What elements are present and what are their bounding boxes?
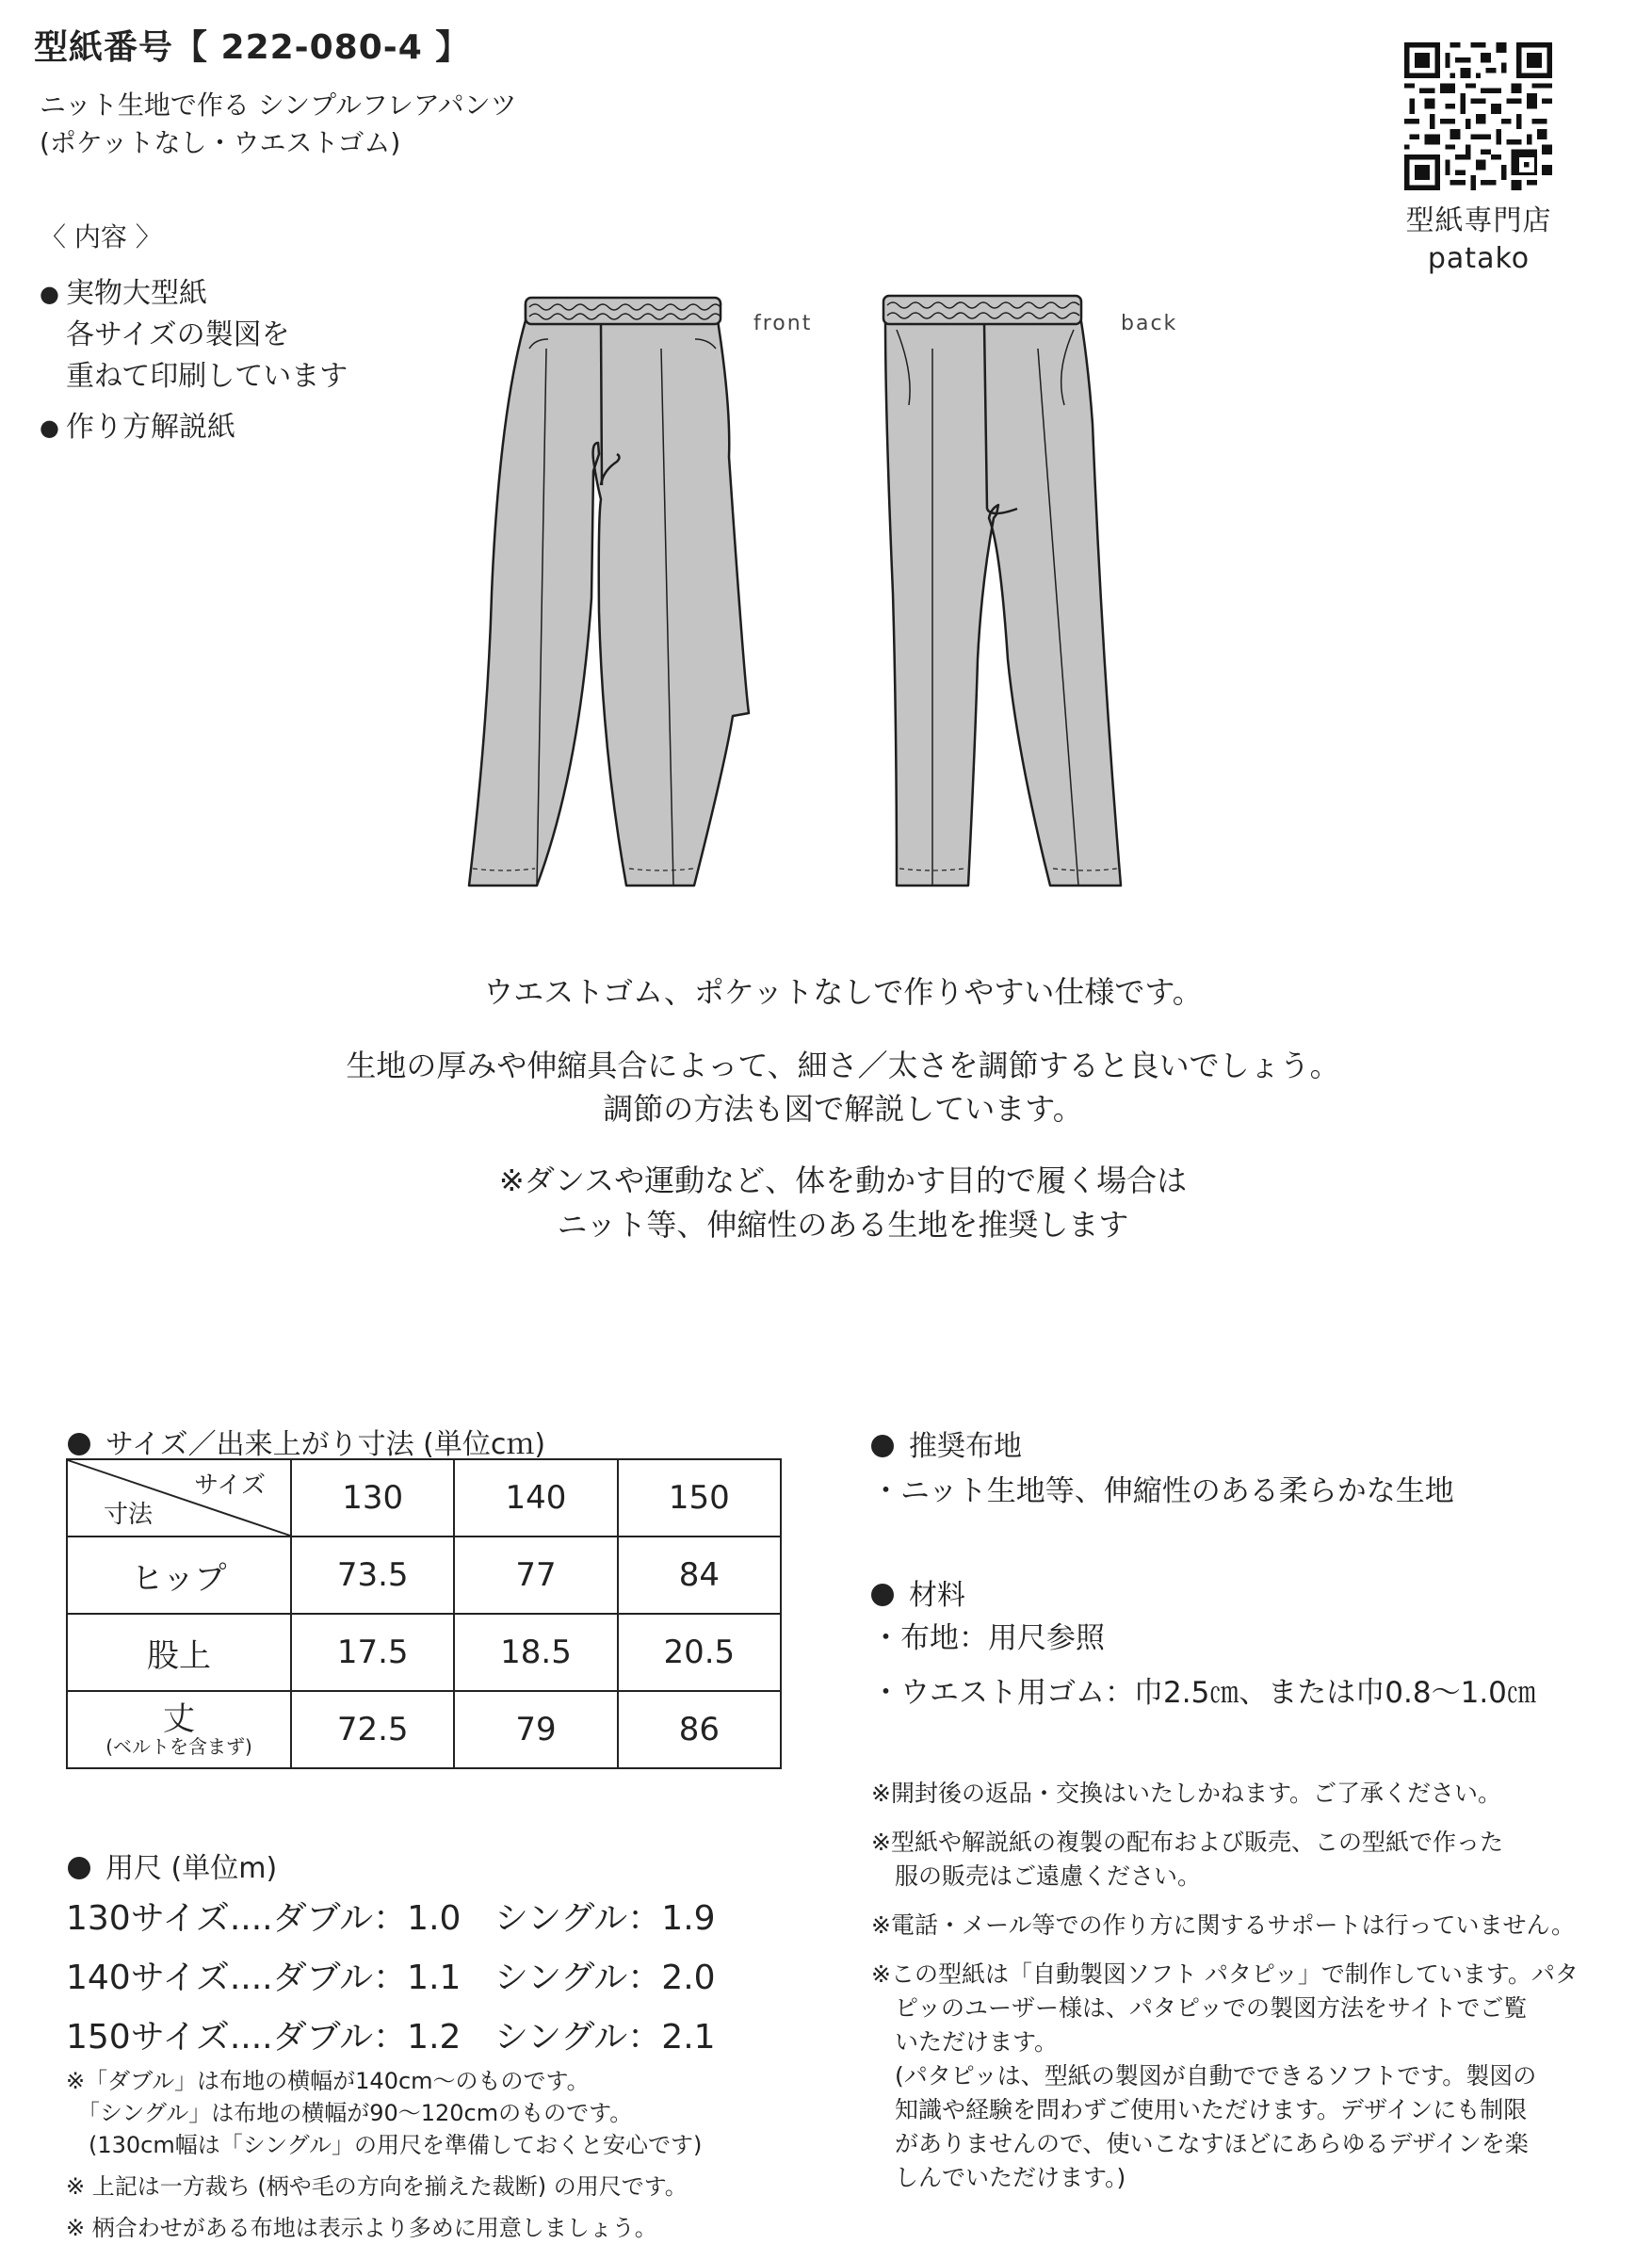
table-cell: 18.5 bbox=[454, 1614, 617, 1691]
materials-heading-text: 材料 bbox=[909, 1579, 965, 1612]
table-cell: 73.5 bbox=[291, 1537, 454, 1614]
yardage-note: ※ 上記は一方裁ち (柄や毛の方向を揃えた裁断) の用尺です。 bbox=[66, 2173, 688, 2200]
table-row bbox=[67, 1614, 781, 1691]
yardage-note: (130cm幅は「シングル」の用尺を準備しておくと安心です) bbox=[66, 2132, 703, 2158]
materials-list bbox=[871, 1611, 1536, 1720]
back-label: back bbox=[1121, 312, 1178, 335]
bullet-icon bbox=[871, 1584, 894, 1606]
description-line-3: 調節の方法も図で解説しています。 bbox=[603, 1091, 1083, 1127]
notice-item: ※電話・メール等での作り方に関するサポートは行っていません。 bbox=[871, 1911, 1575, 1939]
shop-name-en: patako bbox=[1427, 242, 1531, 275]
table-corner-cell bbox=[67, 1459, 291, 1537]
table-cell: 86 bbox=[618, 1691, 781, 1768]
table-cell: 77 bbox=[454, 1537, 617, 1614]
yardage-row bbox=[66, 1948, 716, 2008]
pants-illustration bbox=[462, 283, 1177, 914]
bullet-icon bbox=[68, 1433, 90, 1455]
front-pants-drawing bbox=[469, 298, 749, 886]
size-table bbox=[66, 1458, 782, 1769]
table-cell: 84 bbox=[618, 1537, 781, 1614]
yardage-note: ※ 柄合わせがある布地は表示より多めに用意しましょう。 bbox=[66, 2215, 657, 2241]
fabric-heading-text: 推奨布地 bbox=[909, 1430, 1022, 1463]
yardage-heading-text: 用尺 (単位m) bbox=[105, 1852, 278, 1885]
subtitle-line-1: ニット生地で作る シンプルフレアパンツ bbox=[40, 89, 517, 121]
notice-item: ※型紙や解説紙の複製の配布および販売、この型紙で作った 服の販売はご遠慮ください。 bbox=[871, 1829, 1503, 1890]
description-line-4: ※ダンスや運動など、体を動かす目的で履く場合は bbox=[498, 1163, 1188, 1198]
fabric-heading bbox=[871, 1423, 1022, 1464]
size-table-heading bbox=[68, 1421, 545, 1462]
product-subtitle bbox=[40, 87, 517, 162]
table-cell: 72.5 bbox=[291, 1691, 454, 1768]
yardage-row bbox=[66, 2008, 716, 2067]
size-table-heading-text: サイズ／出来上がり寸法 (単位cｍ) bbox=[105, 1428, 546, 1461]
contents-heading: 〈 内容 〉 bbox=[40, 221, 162, 252]
yardage-note: 「シングル」は布地の横幅が90〜120cmのものです。 bbox=[66, 2100, 633, 2126]
description-line-1: ウエストゴム、ポケットなしで作りやすい仕様です。 bbox=[483, 974, 1203, 1010]
row-header: 股上 bbox=[67, 1614, 291, 1691]
yardage-heading bbox=[68, 1845, 277, 1886]
description-line-5: ニット等、伸縮性のある生地を推奨します bbox=[557, 1207, 1129, 1243]
yardage-row bbox=[66, 1889, 716, 1948]
yardage-double: 140サイズ....ダブル：1.1 bbox=[66, 1959, 462, 1997]
table-cell: 20.5 bbox=[618, 1614, 781, 1691]
bullet-icon bbox=[871, 1435, 894, 1457]
materials-item: ・布地：用尺参照 bbox=[871, 1621, 1105, 1655]
notice-item: ※開封後の返品・交換はいたしかねます。ご了承ください。 bbox=[871, 1780, 1501, 1807]
yardage-single: シングル：2.0 bbox=[494, 1959, 716, 1997]
column-header: 130 bbox=[291, 1459, 454, 1537]
row-header-note: (ベルトを含まず) bbox=[105, 1735, 252, 1758]
yardage-single: シングル：2.1 bbox=[494, 2018, 716, 2057]
yardage-double: 150サイズ....ダブル：1.2 bbox=[66, 2018, 462, 2057]
row-header-label: 丈 bbox=[163, 1700, 195, 1738]
back-pants-drawing bbox=[883, 296, 1121, 886]
yardage-note: ※「ダブル」は布地の横幅が140cm〜のものです。 bbox=[66, 2068, 590, 2094]
qr-code[interactable] bbox=[1404, 42, 1552, 190]
contents-item: ● 実物大型紙 各サイズの製図を 重ねて印刷しています bbox=[40, 273, 348, 398]
bullet-icon bbox=[68, 1857, 90, 1879]
column-header: 140 bbox=[454, 1459, 617, 1537]
materials-heading bbox=[871, 1571, 965, 1613]
corner-measure-label: 寸法 bbox=[104, 1501, 154, 1529]
yardage-double: 130サイズ....ダブル：1.0 bbox=[66, 1899, 462, 1938]
table-row bbox=[67, 1537, 781, 1614]
contents-list bbox=[40, 273, 348, 458]
materials-item: ・ウエスト用ゴム：巾2.5㎝、または巾0.8〜1.0㎝ bbox=[871, 1676, 1536, 1710]
fabric-text: ・ニット生地等、伸縮性のある柔らかな生地 bbox=[871, 1474, 1454, 1508]
yardage-single: シングル：1.9 bbox=[494, 1899, 716, 1938]
contents-item: ● 作り方解説紙 bbox=[40, 407, 348, 448]
yardage-notes bbox=[66, 2065, 702, 2244]
table-header-row bbox=[67, 1459, 781, 1537]
shop-name-jp: 型紙専門店 bbox=[1405, 204, 1552, 237]
table-cell: 79 bbox=[454, 1691, 617, 1768]
corner-size-label: サイズ bbox=[194, 1472, 266, 1500]
yardage-list bbox=[66, 1889, 716, 2067]
pattern-number: 型紙番号【 222-080-4 】 bbox=[34, 28, 471, 67]
notices bbox=[871, 1777, 1587, 2210]
shop-name bbox=[1356, 203, 1601, 278]
table-cell: 17.5 bbox=[291, 1614, 454, 1691]
subtitle-line-2: (ポケットなし・ウエストゴム) bbox=[40, 127, 401, 158]
front-label: front bbox=[753, 312, 813, 335]
description-line-2: 生地の厚みや伸縮具合によって、細さ／太さを調節すると良いでしょう。 bbox=[346, 1048, 1340, 1083]
row-header: ヒップ bbox=[67, 1537, 291, 1614]
table-row bbox=[67, 1691, 781, 1768]
column-header: 150 bbox=[618, 1459, 781, 1537]
row-header-length bbox=[67, 1691, 291, 1768]
notice-item: ※この型紙は「自動製図ソフト パタピッ」で制作しています。パタ ピッのユーザー様は、パタピッでの製図方法をサイトでご覧 いただけます。 (パタピッは、型紙の製図が自動でできるソフトです。製図の 知識や経験を問わずご使用いただけます。デザインにも制限 がありませんので、使いこなすほどにあらゆるデザインを楽 しんでいただけます。) bbox=[871, 1960, 1579, 2191]
